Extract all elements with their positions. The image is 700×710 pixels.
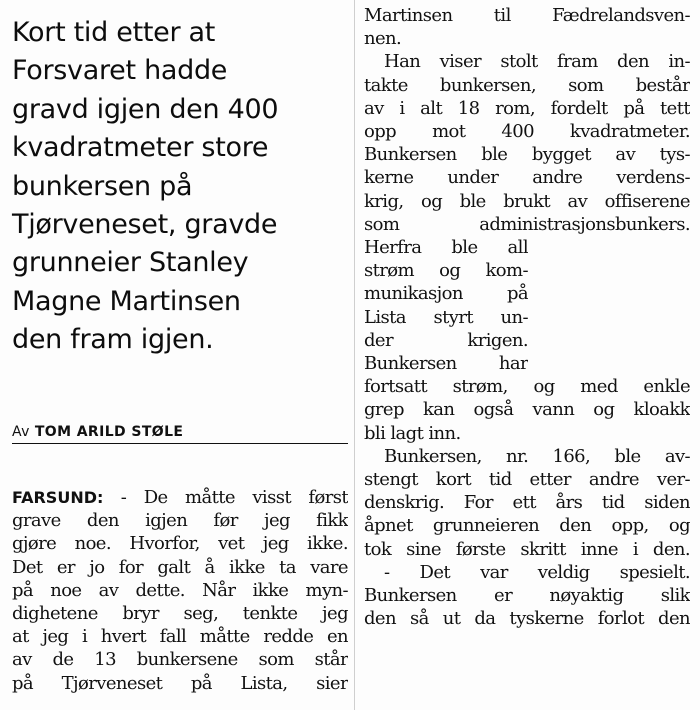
body-line: åpnet grunneieren den opp, og — [364, 515, 690, 537]
body-line: Bunkersen, nr. 166, ble av- — [384, 445, 690, 467]
byline — [12, 424, 348, 444]
body-line: strøm og kom- — [364, 260, 528, 282]
left-column — [12, 14, 348, 694]
body-line: stengt kort tid etter andre ver- — [364, 469, 690, 491]
body-line: fortsatt strøm, og med enkle — [364, 376, 690, 398]
headline — [12, 14, 348, 360]
body-line: Bunkersen har — [364, 353, 528, 375]
body-line: Han viser stolt fram den in- — [384, 51, 690, 73]
headline-line: Tjørveneset, gravde — [12, 209, 278, 241]
body-line: kerne under andre verdens- — [364, 167, 690, 189]
headline-line: bunkersen på — [12, 170, 193, 202]
body-line: Bunkersen er nøyaktig slik — [364, 585, 690, 607]
body-line: dighetene bryr seg, tenkte jeg — [12, 603, 348, 625]
body-line: denskrig. For ett års tid siden — [364, 492, 690, 514]
body-line: på noe av dette. Når ikke myn- — [12, 579, 348, 601]
body-line: opp mot 400 kvadratmeter. — [364, 121, 690, 143]
body-line: Martinsen til Fædrelandsven- — [364, 5, 690, 26]
body-line: på Tjørveneset på Lista, sier — [12, 672, 348, 694]
body-line: den så ut da tyskerne forlot den — [364, 608, 690, 630]
byline-author: TOM ARILD STØLE — [34, 424, 184, 440]
body-line: der krigen. — [364, 329, 528, 351]
body-line: krig, og ble brukt av offiserene — [364, 190, 690, 212]
headline-line: kvadratmeter store — [12, 132, 269, 164]
body-line: grep kan også vann og kloakk — [364, 399, 690, 421]
body-line: av de 13 bunkersene som står — [12, 649, 348, 671]
right-column — [364, 4, 690, 630]
body-first-line — [12, 486, 348, 509]
byline-prefix: Av — [12, 424, 30, 440]
left-body — [12, 486, 348, 695]
body-line: gjøre noe. Hvorfor, vet jeg ikke. — [12, 533, 348, 555]
body-line: - Det var veldig spesielt. — [384, 561, 690, 583]
body-line: Lista styrt un- — [364, 306, 528, 328]
body-line: takte bunkersen, som består — [364, 74, 690, 96]
body-line: som administrasjonsbunkers. — [364, 213, 690, 235]
body-line: av i alt 18 rom, fordelt på tett — [364, 97, 690, 119]
headline-line: den fram igjen. — [12, 324, 214, 356]
body-line: grave den igjen før jeg fikk — [12, 510, 348, 532]
body-line: at jeg i hvert fall måtte redde en — [12, 626, 348, 648]
body-line: Bunkersen ble bygget av tys- — [364, 144, 690, 166]
headline-line: Forsvaret hadde — [12, 55, 228, 87]
body-line-text: - De måtte visst først — [103, 487, 348, 508]
headline-line: Magne Martinsen — [12, 285, 241, 317]
body-line: munikasjon på — [364, 283, 528, 305]
headline-line: gravd igjen den 400 — [12, 93, 279, 125]
body-line: tok sine første skritt inne i den. — [364, 538, 690, 560]
body-line: Herfra ble all — [364, 237, 528, 259]
headline-line: Kort tid etter at — [12, 17, 216, 48]
column-divider — [354, 0, 355, 710]
body-line: Det er jo for galt å ikke ta vare — [12, 556, 348, 578]
body-line: bli lagt inn. — [364, 422, 461, 444]
headline-line: grunneier Stanley — [12, 247, 249, 279]
dateline: FARSUND: — [12, 488, 104, 507]
body-line: nen. — [364, 28, 402, 50]
